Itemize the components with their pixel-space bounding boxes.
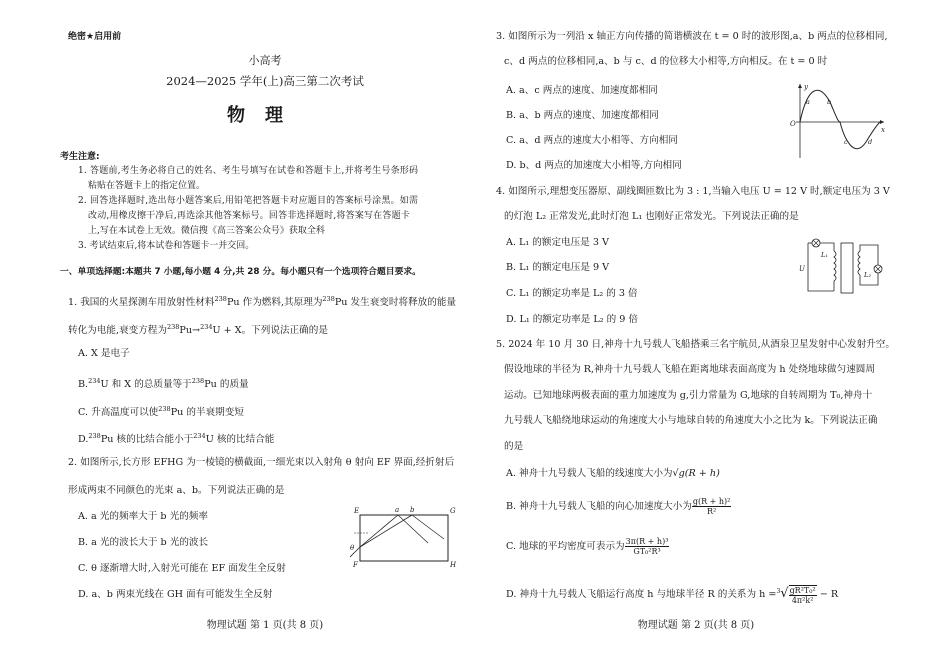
q1-option-b: B.$^{234}$U 和 X 的总质量等于$^{238}$Pu 的质量	[78, 377, 249, 391]
label-L1: L₁	[821, 251, 828, 259]
notice-item: 上,写在本试卷上无效。微信搜《高三答案公众号》获取全科	[88, 226, 325, 236]
q4-option-a: A. L₁ 的额定电压是 3 V	[506, 237, 609, 248]
q4-option-d: D. L₁ 的额定功率是 L₂ 的 9 倍	[506, 314, 638, 325]
exam-title: 2024—2025 学年(上)高三第二次考试	[166, 74, 364, 88]
q2-option-c: C. θ 逐渐增大时,入射光可能在 EF 面发生全反射	[78, 563, 286, 574]
question-3-stem: 3. 如图所示为一列沿 x 轴正方向传播的简谐横波在 t = 0 时的波形图,a、b 两点的位移相同,	[496, 31, 888, 42]
secret-mark: 绝密★启用前	[68, 32, 122, 42]
school-name: 小高考	[248, 54, 282, 67]
question-2-stem-2: 形成两束不同颜色的光束 a、b。下列说法正确的是	[68, 485, 285, 496]
q5-option-a: A. 神舟十九号载人飞船的线速度大小为√g(R + h)	[506, 468, 720, 479]
notice-item: 3. 考试结束后,将本试卷和答题卡一并交回。	[78, 241, 255, 251]
label-L2: L₂	[864, 271, 871, 279]
label-F: F	[353, 561, 358, 569]
label-b: b	[827, 98, 832, 106]
wave-figure	[788, 80, 888, 160]
q5-option-c: C. 地球的平均密度可表示为 $\frac{\text{3π(R + h)³}}{\text{GT₀²R³}}$	[506, 537, 669, 556]
q2-option-a: A. a 光的频率大于 b 光的频率	[78, 511, 208, 522]
left-column	[60, 0, 470, 672]
q4-option-b: B. L₁ 的额定电压是 9 V	[506, 262, 610, 273]
question-5-stem-5: 的是	[504, 441, 524, 452]
right-column	[496, 0, 896, 672]
question-4-stem: 4. 如图所示,理想变压器原、副线圈匝数比为 3 : 1,当输入电压 U = 12 V 时,额定电压为 3 V	[496, 186, 890, 197]
transformer-figure	[796, 233, 891, 301]
q2-option-d: D. a、b 两束光线在 GH 面有可能发生全反射	[78, 589, 273, 600]
prism-figure	[350, 503, 460, 569]
notice-item: 改动,用橡皮擦干净后,再选涂其他答案标号。回答非选择题时,将答案写在答题卡	[88, 211, 410, 221]
label-E: E	[354, 507, 360, 515]
section-heading: 一、单项选择题:本题共 7 小题,每小题 4 分,共 28 分。每小题只有一个选项符合题目要求。	[60, 267, 421, 277]
notice-item: 2. 回答选择题时,选出每小题答案后,用铅笔把答题卡对应题目的答案标号涂黑。如需	[78, 196, 419, 206]
notice-heading: 考生注意:	[60, 152, 100, 162]
question-4-stem-2: 的灯泡 L₂ 正常发光,此时灯泡 L₁ 也刚好正常发光。下列说法正确的是	[504, 211, 799, 222]
question-5-stem-4: 九号载人飞船绕地球运动的角速度大小与地球自转的角速度大小之比为 k。下列说法正确	[504, 415, 878, 426]
q5-option-b: B. 神舟十九号载人飞船的向心加速度大小为 $\frac{\text{g(R + h)²}}{\text{R²}}$	[506, 497, 731, 516]
q2-option-b: B. a 光的波长大于 b 光的波长	[78, 537, 209, 548]
q3-option-c: C. a、d 两点的速度大小相等、方向相同	[506, 135, 678, 146]
q1-option-c: C. 升高温度可以使$^{238}$Pu 的半衰期变短	[78, 405, 244, 419]
q5-option-d: D. 神舟十九号载人飞船运行高度 h 与地球半径 R 的关系为 h =$^3$√ $\frac{\text{gR²T₀²}}{\text{4π²k²}}$ − R	[506, 585, 839, 605]
label-O: O	[790, 120, 796, 128]
notice-item: 粘贴在答题卡上的指定位置。	[88, 181, 206, 191]
q3-option-a: A. a、c 两点的速度、加速度都相同	[506, 85, 658, 96]
q1-option-a: A. X 是电子	[78, 348, 130, 359]
notice-item: 1. 答题前,考生务必将自己的姓名、考生号填写在试卷和答题卡上,并将考生号条形码	[78, 166, 419, 176]
question-1-stem: 1. 我国的火星探测车用放射性材料$^{238}$Pu 作为燃料,其原理为$^{238}$Pu 发生衰变时将释放的能量	[68, 295, 457, 309]
label-a: a	[395, 506, 400, 514]
page-footer-right: 物理试题 第 2 页(共 8 页)	[637, 620, 755, 631]
q3-option-d: D. b、d 两点的加速度大小相等,方向相同	[506, 160, 682, 171]
question-5-stem-3: 运动。已知地球两极表面的重力加速度为 g,引力常量为 G,地球的自转周期为 T₀,神舟十	[504, 390, 873, 401]
label-theta: θ	[350, 544, 355, 552]
question-2-stem: 2. 如图所示,长方形 EFHG 为一棱镜的横截面,一细光束以入射角 θ 射向 EF 界面,经折射后	[68, 457, 455, 468]
label-c: c	[844, 138, 848, 146]
label-x: x	[881, 126, 885, 134]
label-U: U	[799, 265, 805, 273]
question-1-stem-2: 转化为电能,衰变方程为$^{238}$Pu→$^{234}$U + X。下列说法正确的是	[68, 323, 328, 337]
q4-option-c: C. L₁ 的额定功率是 L₂ 的 3 倍	[506, 288, 638, 299]
question-5-stem-2: 假设地球的半径为 R,神舟十九号载人飞船在距离地球表面高度为 h 处绕地球做匀速圆周	[504, 364, 875, 375]
label-H: H	[450, 561, 457, 569]
label-d: d	[868, 138, 873, 146]
q3-option-b: B. a、b 两点的速度、加速度都相同	[506, 110, 659, 121]
label-y: y	[804, 83, 808, 91]
q1-option-d: D.$^{238}$Pu 核的比结合能小于$^{234}$U 核的比结合能	[78, 432, 275, 446]
label-G: G	[450, 507, 456, 515]
label-a: a	[806, 98, 810, 106]
label-b: b	[410, 506, 415, 514]
question-3-stem-2: c、d 两点的位移相同,a、b 与 c、d 的位移大小相等,方向相反。在 t = 0 时	[504, 56, 828, 67]
page-footer-left: 物理试题 第 1 页(共 8 页)	[206, 620, 324, 631]
subject-title: 物理	[227, 105, 303, 126]
question-5-stem: 5. 2024 年 10 月 30 日,神舟十九号载人飞船搭乘三名宇航员,从酒泉卫星发射中心发射升空。	[496, 339, 895, 350]
